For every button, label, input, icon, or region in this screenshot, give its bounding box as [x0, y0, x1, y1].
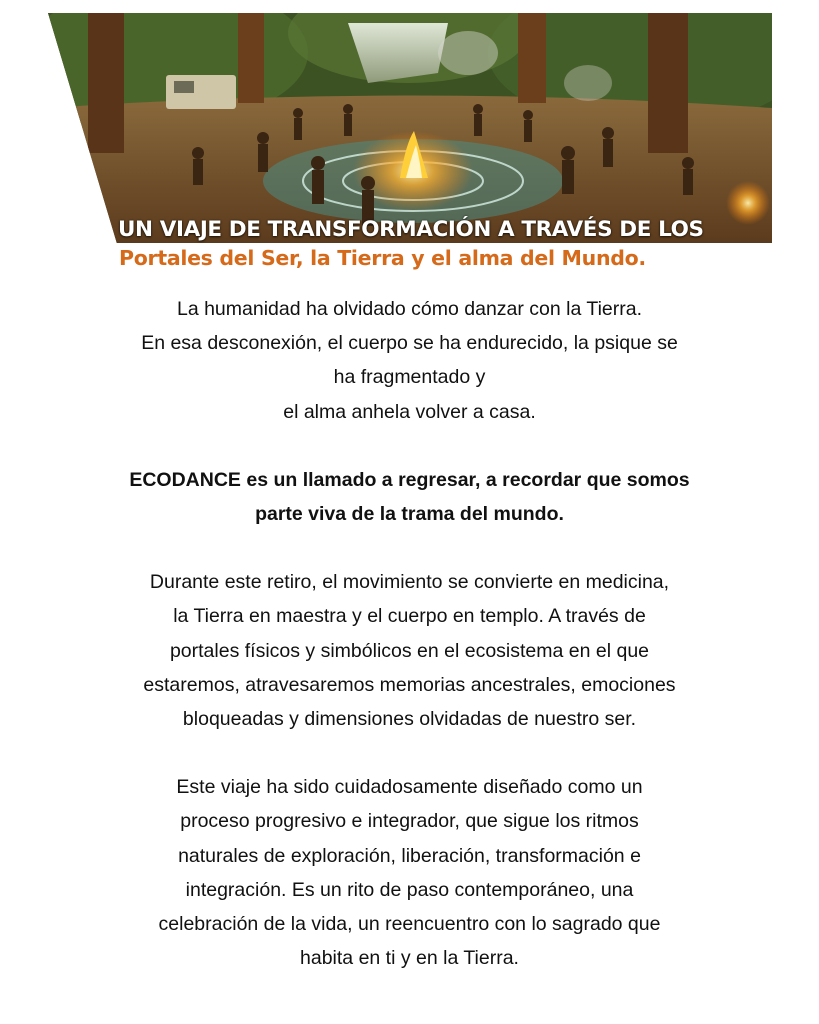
- text-line: ECODANCE es un llamado a regresar, a recordar que somos: [129, 468, 690, 491]
- text-line: bloqueadas y dimensiones olvidadas de nuestro ser.: [182, 708, 637, 731]
- hero-title: UN VIAJE DE TRANSFORMACIÓN A TRAVÉS DE LOS: [118, 217, 704, 242]
- text-line: Este viaje ha sido cuidadosamente diseñado como un: [176, 776, 643, 799]
- text-line: celebración de la vida, un reencuentro con lo sagrado que: [158, 913, 661, 936]
- text-line: proceso progresivo e integrador, que sigue los ritmos: [180, 810, 639, 833]
- text-line: estaremos, atravesaremos memorias ancestrales, emociones: [143, 673, 676, 696]
- text-line: naturales de exploración, liberación, transformación e: [178, 844, 641, 867]
- text-line: En esa desconexión, el cuerpo se ha endurecido, la psique se: [141, 332, 678, 355]
- text-line: portales físicos y simbólicos en el ecosistema en el que: [169, 639, 650, 662]
- text-line: integración. Es un rito de paso contemporáneo, una: [185, 878, 634, 901]
- text-line: ha fragmentado y: [333, 366, 486, 389]
- text-line: Durante este retiro, el movimiento se convierte en medicina,: [149, 571, 670, 594]
- text-line: la Tierra en maestra y el cuerpo en templo. A través de: [173, 605, 646, 628]
- text-line: habita en ti y en la Tierra.: [300, 947, 519, 970]
- body-content: [60, 292, 759, 1009]
- text-line: La humanidad ha olvidado cómo danzar con la Tierra.: [176, 298, 643, 320]
- hero-image: [48, 13, 772, 243]
- text-line: el alma anhela volver a casa.: [283, 400, 536, 423]
- forest-ritual-illustration: [48, 13, 772, 243]
- paragraph-viaje: [60, 770, 759, 975]
- paragraph-ecodance: [60, 463, 759, 531]
- text-line: parte viva de la trama del mundo.: [255, 503, 564, 526]
- hero-subtitle: Portales del Ser, la Tierra y el alma del Mundo.: [119, 246, 646, 270]
- paragraph-retiro: [60, 565, 759, 736]
- paragraph-intro: [60, 292, 759, 429]
